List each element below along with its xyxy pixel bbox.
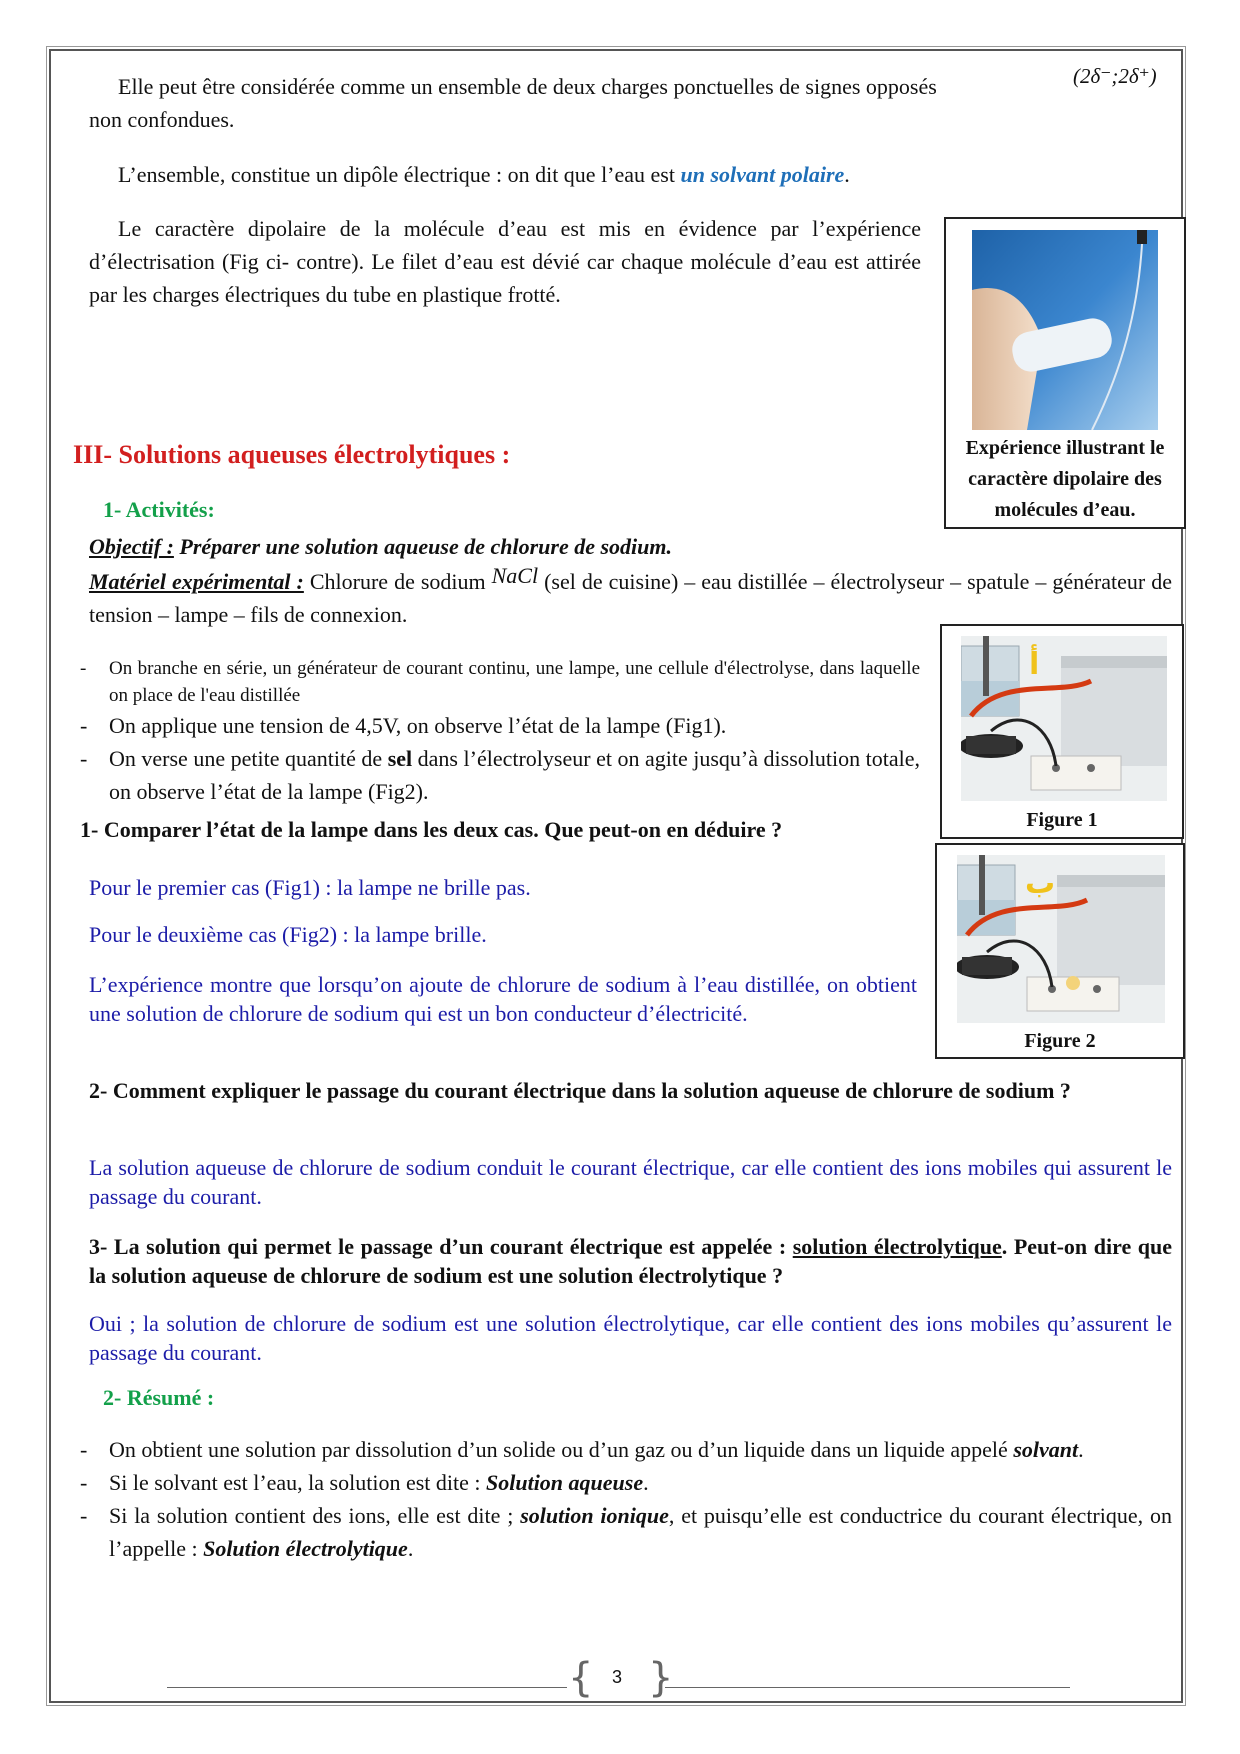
subsection-resume: 2- Résumé : <box>103 1385 215 1410</box>
paragraph-text: L’ensemble, constitue un dipôle électrique : on dit que l’eau est <box>118 162 681 187</box>
footer-brace-left: { <box>568 1655 594 1701</box>
figure-1-label: أ <box>1029 647 1040 682</box>
figure-2-photo <box>957 855 1165 1023</box>
section-title: III- Solutions aqueuses électrolytiques : <box>73 440 511 469</box>
figure-caption: Expérience illustrant le caractère dipolaire des molécules d’eau. <box>965 437 1165 521</box>
resume-term: solution ionique <box>520 1503 669 1528</box>
list-item <box>80 709 920 742</box>
figure-2 <box>935 843 1185 1059</box>
figure-2-label: ب <box>1025 866 1056 901</box>
objectif-text: Préparer une solution aqueuse de chlorure de sodium. <box>173 534 673 559</box>
paragraph-dipole-charges <box>89 70 1069 136</box>
question-3 <box>89 1232 1172 1290</box>
list-item <box>80 1433 1172 1466</box>
resume-term: Solution électrolytique <box>203 1536 408 1561</box>
materiel-label: Matériel expérimental : <box>89 569 304 594</box>
formula-nacl: NaCl <box>491 563 539 588</box>
step-text: On verse une petite quantité de <box>109 746 388 771</box>
formula-charges: (2δ⁻;2δ⁺) <box>1073 64 1157 88</box>
resume-text: , et puisqu’elle est conductrice du courant électrique, on l’appelle : <box>109 1503 1172 1561</box>
resume-text: . <box>1078 1437 1084 1462</box>
question-1: 1- Comparer l’état de la lampe dans les deux cas. Que peut-on en déduire ? <box>80 817 783 842</box>
page-number: 3 <box>611 1667 622 1687</box>
resume-text: . <box>643 1470 649 1495</box>
electrisation-photo <box>972 230 1158 430</box>
resume-text: Si la solution contient des ions, elle est dite ; <box>109 1503 521 1528</box>
answer-1-case-1: Pour le premier cas (Fig1) : la lampe ne brille pas. <box>89 875 531 900</box>
figure-2-caption: Figure 2 <box>1024 1030 1096 1052</box>
paragraph-text-2: non confondues. <box>89 107 235 132</box>
footer-brace-right: } <box>648 1655 674 1701</box>
resume-text: Si le solvant est l’eau, la solution est dite : <box>109 1470 486 1495</box>
materiel-text: Chlorure de sodium <box>303 569 492 594</box>
question-text: . Peut-on dire que la solution aqueuse de chlorure de sodium est une solution électrolytique ? <box>89 1234 1173 1288</box>
paragraph-electrisation: Le caractère dipolaire de la molécule d’eau est mis en évidence par l’expérience d’électrisation (Fig ci- contre). Le filet d’eau est dévié car chaque molécule d’eau est attirée par les charges électriques du tube en plastique frotté. <box>89 216 921 307</box>
figure-1 <box>940 624 1184 839</box>
highlight-solvant-polaire: un solvant polaire <box>680 162 845 187</box>
subsection-activites: 1- Activités: <box>103 497 215 522</box>
materiel-paragraph <box>89 565 1172 631</box>
list-item <box>80 1466 1172 1499</box>
figure-electrisation <box>944 217 1186 529</box>
resume-text: . <box>407 1536 414 1561</box>
answer-2: La solution aqueuse de chlorure de sodium conduit le courant électrique, car elle contient des ions mobiles qui assurent le passage du courant. <box>89 1155 1172 1209</box>
question-text: 3- La solution qui permet le passage d’un courant électrique est appelée : <box>89 1234 793 1259</box>
step-text: On applique une tension de 4,5V, on observe l’état de la lampe (Fig1). <box>109 713 727 738</box>
objectif-line <box>89 530 672 563</box>
objectif-label: Objectif : <box>89 534 174 559</box>
answer-1-case-2: Pour le deuxième cas (Fig2) : la lampe brille. <box>89 922 487 947</box>
step-text: dans l’électrolyseur et on agite jusqu’à dissolution totale, on observe l’état de la lampe (Fig2). <box>109 746 920 804</box>
resume-term: Solution aqueuse <box>486 1470 644 1495</box>
steps-list <box>80 655 920 808</box>
resume-term: solvant <box>1013 1437 1079 1462</box>
resume-list <box>80 1433 1172 1565</box>
paragraph-solvant-polaire <box>89 158 1089 191</box>
answer-3: Oui ; la solution de chlorure de sodium est une solution électrolytique, car elle contient des ions mobiles qu’assurent le passage du courant. <box>89 1311 1172 1365</box>
footer-line-right <box>665 1687 1070 1688</box>
step-bold: sel <box>387 746 413 771</box>
figure-1-photo <box>961 636 1167 801</box>
list-item <box>80 655 920 709</box>
footer-line-left <box>167 1687 567 1688</box>
term-solution-electrolytique: solution électrolytique <box>792 1234 1002 1259</box>
resume-text: On obtient une solution par dissolution d’un solide ou d’un gaz ou d’un liquide dans un liquide appelé <box>109 1437 1014 1462</box>
materiel-text-2: (sel de cuisine) – eau distillée – électrolyseur – spatule – générateur de tension – lampe – fils de connexion. <box>89 569 1172 627</box>
list-item <box>80 742 920 808</box>
figure-1-caption: Figure 1 <box>1026 809 1098 831</box>
step-text: On branche en série, un générateur de courant continu, une lampe, une cellule d'électrolyse, dans laquelle on place de l'eau distillée <box>109 658 920 706</box>
paragraph-text: Elle peut être considérée comme un ensemble de deux charges ponctuelles de signes opposés <box>118 74 937 99</box>
paragraph-text: . <box>844 162 850 187</box>
answer-1-conclusion: L’expérience montre que lorsqu’on ajoute de chlorure de sodium à l’eau distillée, on obtient une solution de chlorure de sodium qui est un bon conducteur d’électricité. <box>89 972 917 1026</box>
question-2: 2- Comment expliquer le passage du courant électrique dans la solution aqueuse de chlorure de sodium ? <box>89 1078 1071 1103</box>
list-item <box>80 1499 1172 1565</box>
